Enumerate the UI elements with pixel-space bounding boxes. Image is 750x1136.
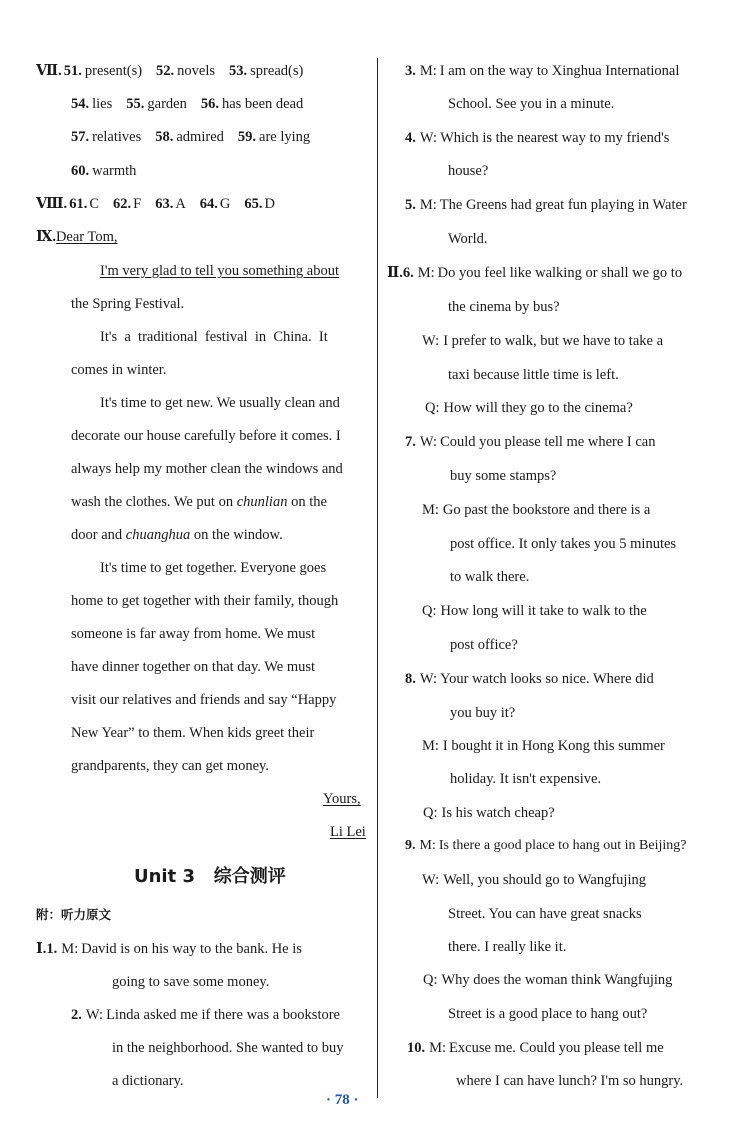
script-line: 8. W: Your watch looks so nice. Where did (405, 671, 654, 687)
script-line: 2. W: Linda asked me if there was a bookstore (71, 1007, 340, 1023)
letter-line: door and chuanghua on the window. (71, 527, 283, 543)
script-line: post office? (450, 637, 518, 653)
unit-title: Unit 3 综合测评 (134, 866, 286, 887)
script-line: to walk there. (450, 569, 530, 585)
script-line: Q: Why does the woman think Wangfujing (423, 972, 673, 988)
answers-57-59: 57. relatives 58. admired 59. are lying (71, 129, 311, 145)
script-line: World. (448, 231, 488, 247)
script-line: where I can have lunch? I'm so hungry. (456, 1073, 684, 1089)
letter-line: grandparents, they can get money. (71, 758, 269, 774)
script-line: School. See you in a minute. (448, 96, 615, 112)
letter-closing: Yours, (323, 791, 361, 807)
script-line: 10. M: Excuse me. Could you please tell me (407, 1040, 664, 1056)
script-line: 4. W: Which is the nearest way to my friend's (405, 130, 670, 146)
letter-line: wash the clothes. We put on chunlian on the (71, 494, 327, 510)
script-line: there. I really like it. (448, 939, 567, 955)
script-line: in the neighborhood. She wanted to buy (112, 1040, 344, 1056)
script-line: Street is a good place to hang out? (448, 1006, 648, 1022)
script-line: a dictionary. (112, 1073, 184, 1089)
letter-signature: Li Lei (330, 824, 366, 840)
script-line: Ⅱ.6. M: Do you feel like walking or shall we go to (387, 265, 683, 281)
script-line: buy some stamps? (450, 468, 557, 484)
letter-line: It's a traditional festival in China. It (100, 329, 328, 345)
letter-line: It's time to get together. Everyone goes (100, 560, 327, 576)
script-line: the cinema by bus? (448, 299, 560, 315)
answer-60: 60. warmth (71, 163, 137, 179)
letter-line: It's time to get new. We usually clean and (100, 395, 340, 411)
script-line: 3. M: I am on the way to Xinghua International (405, 63, 680, 79)
listening-script-heading: 附：听力原文 (36, 907, 112, 922)
page-number: · 78 · (326, 1092, 359, 1108)
letter-line: someone is far away from home. We must (71, 626, 316, 642)
script-line: M: Go past the bookstore and there is a (422, 502, 651, 518)
answers-51-53: Ⅶ. 51. present(s) 52. novels 53. spread(s) (36, 63, 304, 79)
answers-61-65: Ⅷ. 61. C 62. F 63. A 64. G 65. D (36, 196, 276, 212)
script-line: post office. It only takes you 5 minutes (450, 536, 677, 552)
script-line: 5. M: The Greens had great fun playing in Water (405, 197, 687, 213)
script-line: going to save some money. (112, 974, 270, 990)
letter-line: have dinner together on that day. We must (71, 659, 316, 675)
script-line: Q: Is his watch cheap? (423, 805, 555, 821)
letter-line: the Spring Festival. (71, 296, 185, 312)
script-line: Q: How long will it take to walk to the (422, 603, 647, 619)
script-line: M: I bought it in Hong Kong this summer (422, 738, 665, 754)
script-line: Ⅰ.1. M: David is on his way to the bank. He is (36, 941, 302, 957)
letter-line: home to get together with their family, though (71, 593, 339, 609)
answers-54-56: 54. lies 55. garden 56. has been dead (71, 96, 304, 112)
letter-greeting: Ⅸ.Dear Tom, (36, 229, 118, 245)
script-line: W: I prefer to walk, but we have to take a (422, 333, 664, 349)
script-line: taxi because little time is left. (448, 367, 619, 383)
script-line: house? (448, 163, 489, 179)
script-line: Q: How will they go to the cinema? (425, 400, 633, 416)
script-line: holiday. It isn't expensive. (450, 771, 602, 787)
column-divider (377, 58, 378, 1098)
letter-line: New Year” to them. When kids greet their (71, 725, 315, 741)
script-line: Street. You can have great snacks (448, 906, 642, 922)
letter-line: visit our relatives and friends and say “Happy (71, 692, 337, 708)
script-line: you buy it? (450, 705, 516, 721)
letter-line: comes in winter. (71, 362, 167, 378)
script-line: 9. M: Is there a good place to hang out in Beijing? (405, 838, 687, 853)
letter-line: decorate our house carefully before it comes. I (71, 428, 341, 444)
script-line: 7. W: Could you please tell me where I can (405, 434, 656, 450)
letter-line: always help my mother clean the windows and (71, 461, 343, 477)
script-line: W: Well, you should go to Wangfujing (422, 872, 646, 888)
letter-line: I'm very glad to tell you something about (100, 263, 340, 279)
